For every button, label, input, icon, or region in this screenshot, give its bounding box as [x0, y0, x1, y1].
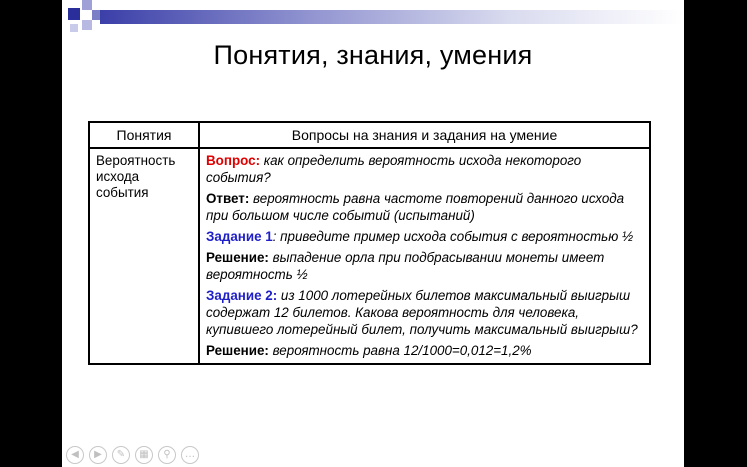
solution2-text: вероятность равна 12/1000=0,012=1,2%: [268, 343, 532, 358]
column-header-concepts: Понятия: [89, 122, 199, 148]
task2-item: [206, 287, 643, 338]
slides-icon[interactable]: ▦: [135, 446, 153, 464]
decor-square: [82, 0, 92, 10]
more-icon[interactable]: …: [181, 446, 199, 464]
prev-icon[interactable]: ◀: [66, 446, 84, 464]
solution2-item: [206, 342, 643, 359]
concepts-table: [88, 121, 651, 365]
zoom-icon[interactable]: ⚲: [158, 446, 176, 464]
task1-label: Задание 1: [206, 229, 273, 244]
table-header-row: [89, 122, 650, 148]
next-icon[interactable]: ▶: [89, 446, 107, 464]
solution1-text: выпадение орла при подбрасывании монеты имеет вероятность ½: [206, 250, 605, 282]
slide: [62, 0, 684, 467]
question-text: как определить вероятность исхода некоторого события?: [206, 153, 582, 185]
solution1-label: Решение:: [206, 250, 269, 265]
answer-text: вероятность равна частоте повторений данного исхода при большом числе событий (испытаний): [206, 191, 625, 223]
concept-cell: Вероятность исхода события: [89, 148, 199, 364]
decor-square: [82, 20, 92, 30]
answer-label: Ответ:: [206, 191, 250, 206]
table-row: [89, 148, 650, 364]
task1-text: : приведите пример исхода события с вероятностью ½: [272, 229, 634, 244]
decor-square: [68, 8, 80, 20]
slide-title: Понятия, знания, умения: [213, 40, 533, 70]
pen-icon[interactable]: ✎: [112, 446, 130, 464]
qa-cell: [199, 148, 650, 364]
solution2-label: Решение:: [206, 343, 269, 358]
question-label: Вопрос:: [206, 153, 261, 168]
solution1-item: [206, 249, 643, 283]
question-item: [206, 152, 643, 186]
task2-text: из 1000 лотерейных билетов максимальный выигрыш содержат 12 билетов. Какова вероятность для человека, купившего лотерейный билет, получить максимальный выигрыш?: [206, 288, 638, 337]
task2-label: Задание 2:: [206, 288, 278, 303]
title-accent-bar: [100, 10, 684, 24]
task1-item: [206, 228, 643, 245]
answer-item: [206, 190, 643, 224]
decor-square: [70, 24, 78, 32]
slideshow-toolbar: [66, 444, 199, 466]
column-header-questions: Вопросы на знания и задания на умение: [199, 122, 650, 148]
